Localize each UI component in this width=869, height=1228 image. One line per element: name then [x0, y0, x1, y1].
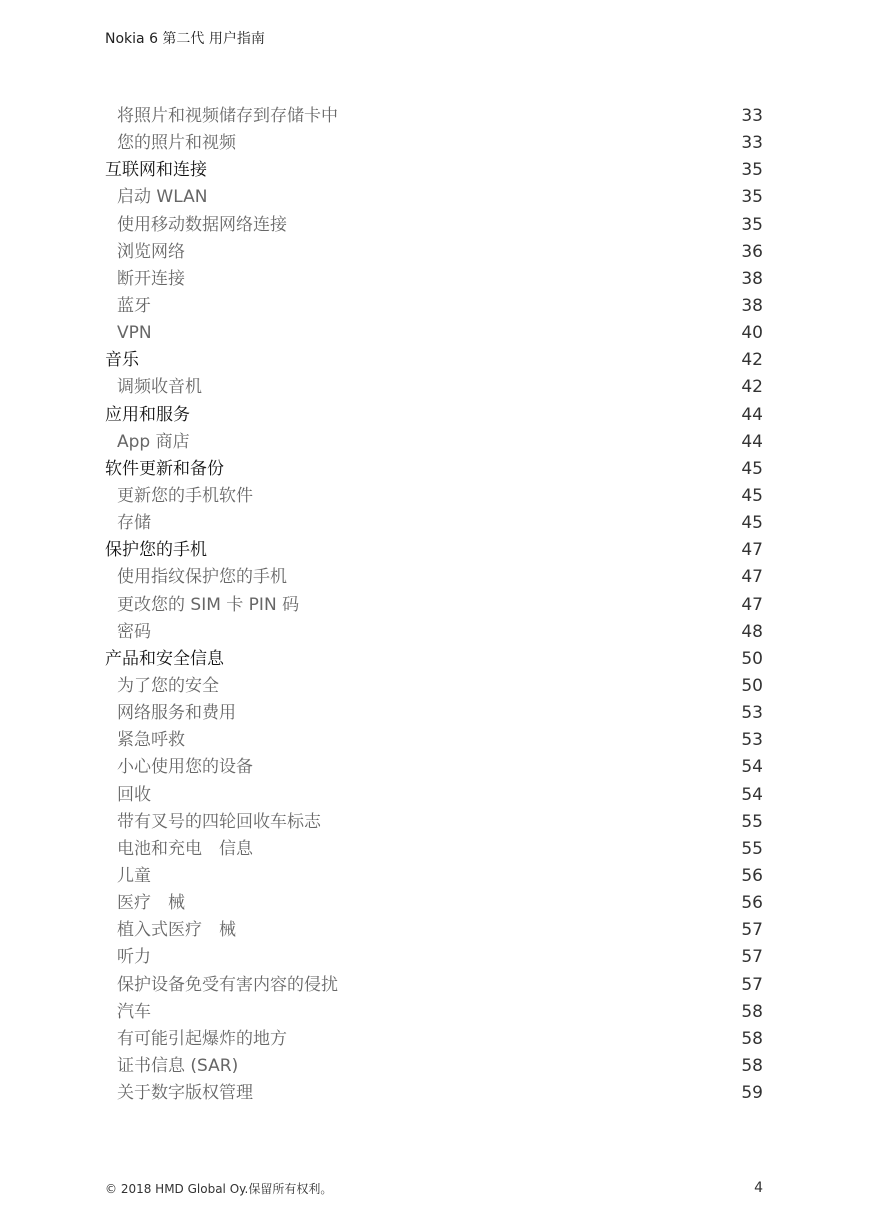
- toc-subsection-entry[interactable]: [105, 619, 763, 646]
- toc-entry-page-number: 50: [741, 676, 763, 697]
- toc-entry-page-number: 42: [741, 350, 763, 371]
- toc-subsection-entry[interactable]: [105, 809, 763, 836]
- toc-entry-title: 将照片和视频储存到存储卡中: [117, 106, 338, 127]
- toc-entry-page-number: 47: [741, 540, 763, 561]
- toc-subsection-entry[interactable]: [105, 103, 763, 130]
- page-number: 4: [754, 1180, 763, 1196]
- toc-entry-page-number: 45: [741, 486, 763, 507]
- toc-entry-title: 音乐: [105, 350, 139, 371]
- toc-section-entry[interactable]: [105, 456, 763, 483]
- toc-entry-page-number: 55: [741, 838, 763, 859]
- toc-entry-page-number: 40: [741, 323, 763, 344]
- toc-entry-title: 蓝牙: [117, 296, 151, 317]
- toc-section-entry[interactable]: [105, 402, 763, 429]
- toc-entry-page-number: 53: [741, 703, 763, 724]
- toc-subsection-entry[interactable]: [105, 130, 763, 157]
- toc-entry-page-number: 45: [741, 513, 763, 534]
- toc-subsection-entry[interactable]: [105, 700, 763, 727]
- toc-entry-title: 存储: [117, 513, 151, 534]
- copyright-notice: © 2018 HMD Global Oy.保留所有权利。: [105, 1182, 333, 1196]
- toc-entry-page-number: 55: [741, 811, 763, 832]
- toc-entry-title: VPN: [117, 323, 152, 344]
- toc-entry-title: 使用移动数据网络连接: [117, 214, 287, 235]
- toc-entry-page-number: 54: [741, 784, 763, 805]
- toc-entry-title: 关于数字版权管理: [117, 1083, 253, 1104]
- toc-entry-title: 您的照片和视频: [117, 133, 236, 154]
- toc-entry-title: 断开连接: [117, 268, 185, 289]
- toc-entry-title: 启动 WLAN: [117, 187, 208, 208]
- toc-entry-title: 保护设备免受有害内容的侵扰: [117, 974, 338, 995]
- toc-entry-title: 听力: [117, 947, 151, 968]
- toc-subsection-entry[interactable]: [105, 293, 763, 320]
- toc-entry-title: 有可能引起爆炸的地方: [117, 1028, 287, 1049]
- toc-subsection-entry[interactable]: [105, 1026, 763, 1053]
- toc-subsection-entry[interactable]: [105, 999, 763, 1026]
- toc-entry-page-number: 59: [741, 1083, 763, 1104]
- toc-subsection-entry[interactable]: [105, 836, 763, 863]
- toc-subsection-entry[interactable]: [105, 483, 763, 510]
- toc-subsection-entry[interactable]: [105, 863, 763, 890]
- toc-entry-title: 互联网和连接: [105, 160, 207, 181]
- toc-entry-page-number: 58: [741, 1028, 763, 1049]
- toc-entry-page-number: 36: [741, 241, 763, 262]
- toc-entry-title: 软件更新和备份: [105, 458, 224, 479]
- toc-entry-title: 小心使用您的设备: [117, 757, 253, 778]
- toc-subsection-entry[interactable]: [105, 212, 763, 239]
- toc-entry-page-number: 56: [741, 893, 763, 914]
- toc-entry-page-number: 54: [741, 757, 763, 778]
- toc-entry-page-number: 50: [741, 648, 763, 669]
- toc-entry-page-number: 47: [741, 567, 763, 588]
- toc-entry-page-number: 35: [741, 214, 763, 235]
- toc-subsection-entry[interactable]: [105, 754, 763, 781]
- toc-entry-page-number: 57: [741, 947, 763, 968]
- table-of-contents: [105, 103, 763, 1107]
- toc-entry-page-number: 38: [741, 296, 763, 317]
- toc-entry-title: 为了您的安全: [117, 676, 219, 697]
- toc-entry-page-number: 56: [741, 866, 763, 886]
- toc-entry-title: 汽车: [117, 1001, 151, 1022]
- toc-subsection-entry[interactable]: [105, 972, 763, 999]
- toc-subsection-entry[interactable]: [105, 266, 763, 293]
- toc-subsection-entry[interactable]: [105, 890, 763, 917]
- page-footer: [105, 1180, 763, 1197]
- toc-entry-page-number: 35: [741, 160, 763, 181]
- toc-section-entry[interactable]: [105, 646, 763, 673]
- toc-subsection-entry[interactable]: [105, 429, 763, 456]
- toc-entry-title: 应用和服务: [105, 404, 190, 425]
- toc-entry-title: 回收: [117, 784, 151, 805]
- toc-subsection-entry[interactable]: [105, 1080, 763, 1107]
- toc-entry-page-number: 33: [741, 133, 763, 154]
- toc-entry-page-number: 48: [741, 621, 763, 642]
- toc-entry-page-number: 44: [741, 431, 763, 452]
- toc-subsection-entry[interactable]: [105, 592, 763, 619]
- toc-subsection-entry[interactable]: [105, 510, 763, 537]
- toc-entry-page-number: 45: [741, 458, 763, 479]
- toc-subsection-entry[interactable]: [105, 727, 763, 754]
- toc-subsection-entry[interactable]: [105, 1053, 763, 1080]
- toc-entry-title: 产品和安全信息: [105, 648, 224, 669]
- toc-subsection-entry[interactable]: [105, 320, 763, 347]
- toc-entry-title: 证书信息 (SAR): [117, 1055, 239, 1076]
- toc-entry-title: 带有叉号的四轮回收车标志: [117, 811, 321, 832]
- toc-entry-page-number: 57: [741, 920, 763, 941]
- toc-entry-title: 保护您的手机: [105, 540, 207, 561]
- document-title: Nokia 6 第二代 用户指南: [105, 31, 265, 47]
- toc-subsection-entry[interactable]: [105, 782, 763, 809]
- toc-entry-page-number: 35: [741, 187, 763, 208]
- toc-entry-title: 医疗 械: [117, 893, 185, 914]
- toc-entry-title: 儿童: [117, 866, 151, 886]
- toc-entry-title: 植入式医疗 械: [117, 920, 236, 941]
- toc-entry-title: 网络服务和费用: [117, 703, 236, 724]
- toc-subsection-entry[interactable]: [105, 944, 763, 971]
- toc-subsection-entry[interactable]: [105, 564, 763, 591]
- toc-entry-title: App 商店: [117, 431, 190, 452]
- toc-subsection-entry[interactable]: [105, 374, 763, 401]
- toc-entry-title: 调频收音机: [117, 377, 202, 398]
- toc-entry-page-number: 58: [741, 1001, 763, 1022]
- toc-entry-page-number: 33: [741, 106, 763, 127]
- toc-entry-page-number: 57: [741, 974, 763, 995]
- toc-entry-page-number: 42: [741, 377, 763, 398]
- toc-entry-page-number: 47: [741, 594, 763, 615]
- toc-subsection-entry[interactable]: [105, 673, 763, 700]
- toc-section-entry[interactable]: [105, 347, 763, 374]
- toc-subsection-entry[interactable]: [105, 239, 763, 266]
- toc-entry-title: 电池和充电 信息: [117, 838, 253, 859]
- toc-entry-page-number: 53: [741, 730, 763, 751]
- toc-entry-title: 使用指纹保护您的手机: [117, 567, 287, 588]
- toc-entry-page-number: 44: [741, 404, 763, 425]
- toc-section-entry[interactable]: [105, 157, 763, 184]
- toc-entry-page-number: 38: [741, 268, 763, 289]
- toc-subsection-entry[interactable]: [105, 917, 763, 944]
- toc-entry-title: 更新您的手机软件: [117, 486, 253, 507]
- toc-entry-title: 密码: [117, 621, 151, 642]
- page-header: [105, 28, 265, 48]
- toc-entry-title: 紧急呼救: [117, 730, 185, 751]
- toc-entry-page-number: 58: [741, 1055, 763, 1076]
- toc-entry-title: 浏览网络: [117, 241, 185, 262]
- toc-entry-title: 更改您的 SIM 卡 PIN 码: [117, 594, 300, 615]
- toc-subsection-entry[interactable]: [105, 184, 763, 211]
- toc-section-entry[interactable]: [105, 537, 763, 564]
